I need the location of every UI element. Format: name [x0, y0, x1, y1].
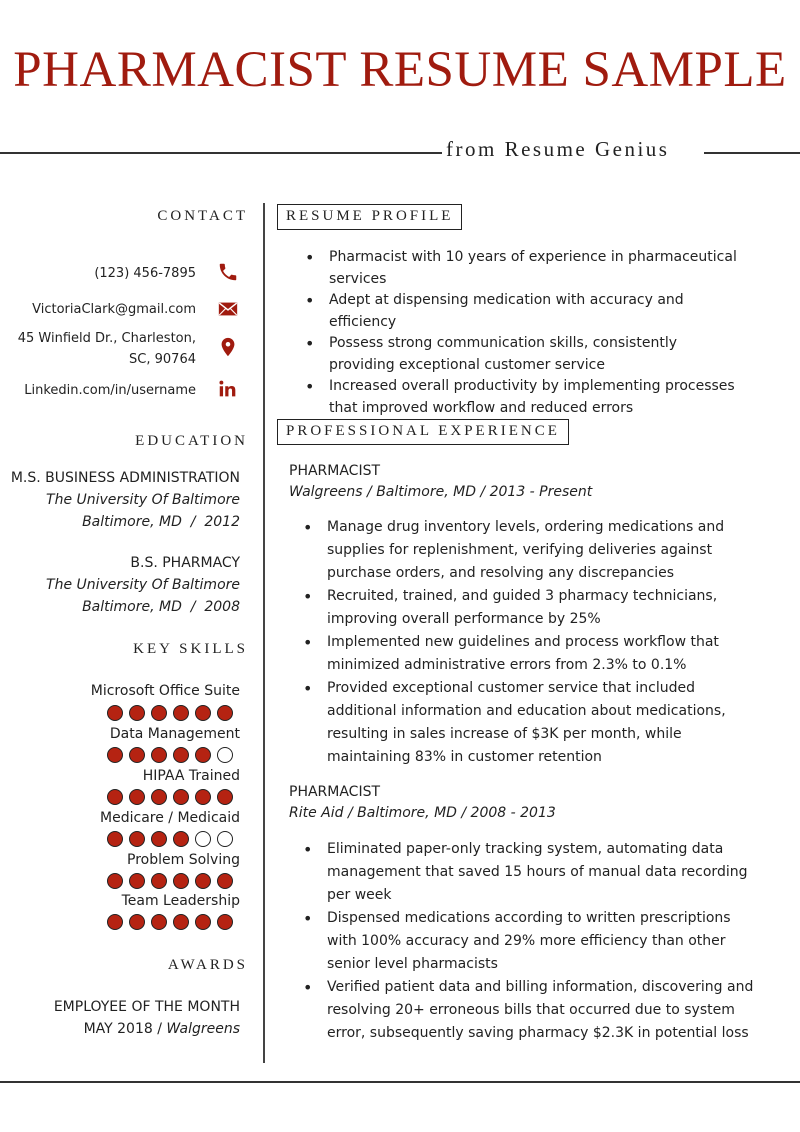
job-bullets	[300, 838, 764, 1045]
education-school: The University Of Baltimore	[46, 577, 240, 593]
skill-dot-filled	[217, 789, 233, 805]
skills-heading: KEY SKILLS	[133, 641, 248, 657]
profile-list	[302, 247, 742, 419]
skill-dot-filled	[129, 747, 145, 763]
contact-address-line2: SC, 90764	[129, 352, 196, 367]
skill-dot-filled	[129, 789, 145, 805]
job-title: PHARMACIST	[289, 463, 381, 479]
education-heading: EDUCATION	[135, 433, 248, 449]
footer-rule	[0, 1081, 800, 1083]
skill-rating	[107, 747, 233, 763]
contact-linkedin[interactable]: Linkedin.com/in/username	[24, 383, 196, 398]
skill-dot-filled	[107, 914, 123, 930]
skill-dot-filled	[107, 705, 123, 721]
header-rule-right	[704, 152, 800, 154]
skill-name: Medicare / Medicaid	[100, 810, 240, 826]
skill-dot-filled	[173, 873, 189, 889]
linkedin-icon	[217, 378, 239, 400]
job-bullet: • Verified patient data and billing information, discovering and resolving 20+ erroneous bills that occurred due to system error, subsequently saving pharmacy $2.3K in potential loss	[300, 976, 764, 1045]
skill-dot-empty	[195, 831, 211, 847]
skill-dot-filled	[195, 747, 211, 763]
skill-dot-empty	[217, 747, 233, 763]
skill-name: Problem Solving	[127, 852, 240, 868]
education-school: The University Of Baltimore	[46, 492, 240, 508]
skill-dot-filled	[217, 914, 233, 930]
education-degree: M.S. BUSINESS ADMINISTRATION	[10, 470, 240, 486]
skill-dot-filled	[151, 831, 167, 847]
column-divider	[263, 203, 265, 1063]
award-date-line	[54, 1018, 240, 1040]
experience-heading: PROFESSIONAL EXPERIENCE	[277, 419, 569, 445]
skill-name: Team Leadership	[121, 893, 240, 909]
skill-dot-filled	[107, 831, 123, 847]
award-entry	[54, 996, 240, 1040]
skill-dot-filled	[173, 914, 189, 930]
profile-bullet: • Adept at dispensing medication with accuracy and efficiency	[302, 290, 742, 333]
skill-dot-filled	[173, 831, 189, 847]
skill-dot-filled	[217, 705, 233, 721]
education-location: Baltimore, MD / 2012	[82, 514, 240, 530]
skill-name: Microsoft Office Suite	[90, 683, 240, 699]
contact-address-line1: 45 Winfield Dr., Charleston,	[17, 331, 196, 346]
skill-rating	[107, 831, 233, 847]
job-bullets	[300, 516, 764, 769]
skill-dot-filled	[129, 831, 145, 847]
skill-dot-filled	[173, 747, 189, 763]
award-date: MAY 2018	[83, 1021, 153, 1037]
job-bullet: • Provided exceptional customer service that included additional information and education about medications, resulting in sales increase of $3K per month, while maintaining 83% in customer retention	[300, 677, 764, 769]
skill-dot-filled	[129, 914, 145, 930]
skill-dot-filled	[195, 705, 211, 721]
skill-rating	[107, 705, 233, 721]
job-bullet: • Eliminated paper-only tracking system, automating data management that saved 15 hours of manual data recording per week	[300, 838, 764, 907]
job-bullet: • Recruited, trained, and guided 3 pharmacy technicians, improving overall performance by 25%	[300, 585, 764, 631]
skill-name: Data Management	[109, 726, 240, 742]
education-location: Baltimore, MD / 2008	[82, 599, 240, 615]
education-entry	[46, 552, 240, 618]
skill-dot-filled	[173, 705, 189, 721]
skill-dot-filled	[107, 747, 123, 763]
skill-dot-filled	[107, 873, 123, 889]
skill-dot-filled	[195, 873, 211, 889]
job-title: PHARMACIST	[289, 784, 381, 800]
skill-dot-filled	[173, 789, 189, 805]
job-subtitle: Walgreens / Baltimore, MD / 2013 - Present	[289, 484, 593, 500]
skill-dot-filled	[129, 873, 145, 889]
location-pin-icon	[217, 336, 239, 358]
skill-rating	[107, 914, 233, 930]
job-bullet: • Dispensed medications according to written prescriptions with 100% accuracy and 29% more efficiency than other senior level pharmacists	[300, 907, 764, 976]
job-subtitle: Rite Aid / Baltimore, MD / 2008 - 2013	[289, 805, 556, 821]
mail-icon	[217, 298, 239, 320]
profile-bullet: • Possess strong communication skills, consistently providing exceptional customer service	[302, 333, 742, 376]
education-entry	[11, 467, 240, 533]
skill-rating	[107, 789, 233, 805]
skill-dot-filled	[195, 914, 211, 930]
profile-bullet: • Pharmacist with 10 years of experience in pharmaceutical services	[302, 247, 742, 290]
page-title: PHARMACIST RESUME SAMPLE	[13, 42, 787, 98]
header-rule-left	[0, 152, 442, 154]
skill-dot-filled	[151, 914, 167, 930]
profile-bullet: • Increased overall productivity by implementing processes that improved workflow and reduced errors	[302, 376, 742, 419]
award-title: EMPLOYEE OF THE MONTH	[53, 999, 240, 1015]
skill-dot-filled	[129, 705, 145, 721]
skill-dot-filled	[151, 789, 167, 805]
skill-dot-empty	[217, 831, 233, 847]
education-degree: B.S. PHARMACY	[130, 555, 240, 571]
contact-heading: CONTACT	[157, 208, 248, 224]
skill-rating	[107, 873, 233, 889]
skill-dot-filled	[151, 873, 167, 889]
contact-email[interactable]: VictoriaClark@gmail.com	[32, 302, 196, 317]
skill-dot-filled	[195, 789, 211, 805]
job-bullet: • Manage drug inventory levels, ordering medications and supplies for replenishment, verifying deliveries against purchase orders, and resolving any discrepancies	[300, 516, 764, 585]
skill-dot-filled	[151, 705, 167, 721]
skill-dot-filled	[217, 873, 233, 889]
skill-name: HIPAA Trained	[142, 768, 240, 784]
source-caption: from Resume Genius	[446, 137, 670, 161]
job-bullet: • Implemented new guidelines and process workflow that minimized administrative errors from 2.3% to 0.1%	[300, 631, 764, 677]
awards-heading: AWARDS	[167, 957, 248, 973]
contact-phone: (123) 456-7895	[94, 266, 196, 281]
profile-heading: RESUME PROFILE	[277, 204, 462, 230]
award-company: Walgreens	[166, 1021, 240, 1037]
award-separator: /	[152, 1021, 167, 1037]
skill-dot-filled	[151, 747, 167, 763]
skill-dot-filled	[107, 789, 123, 805]
phone-icon	[217, 261, 239, 283]
